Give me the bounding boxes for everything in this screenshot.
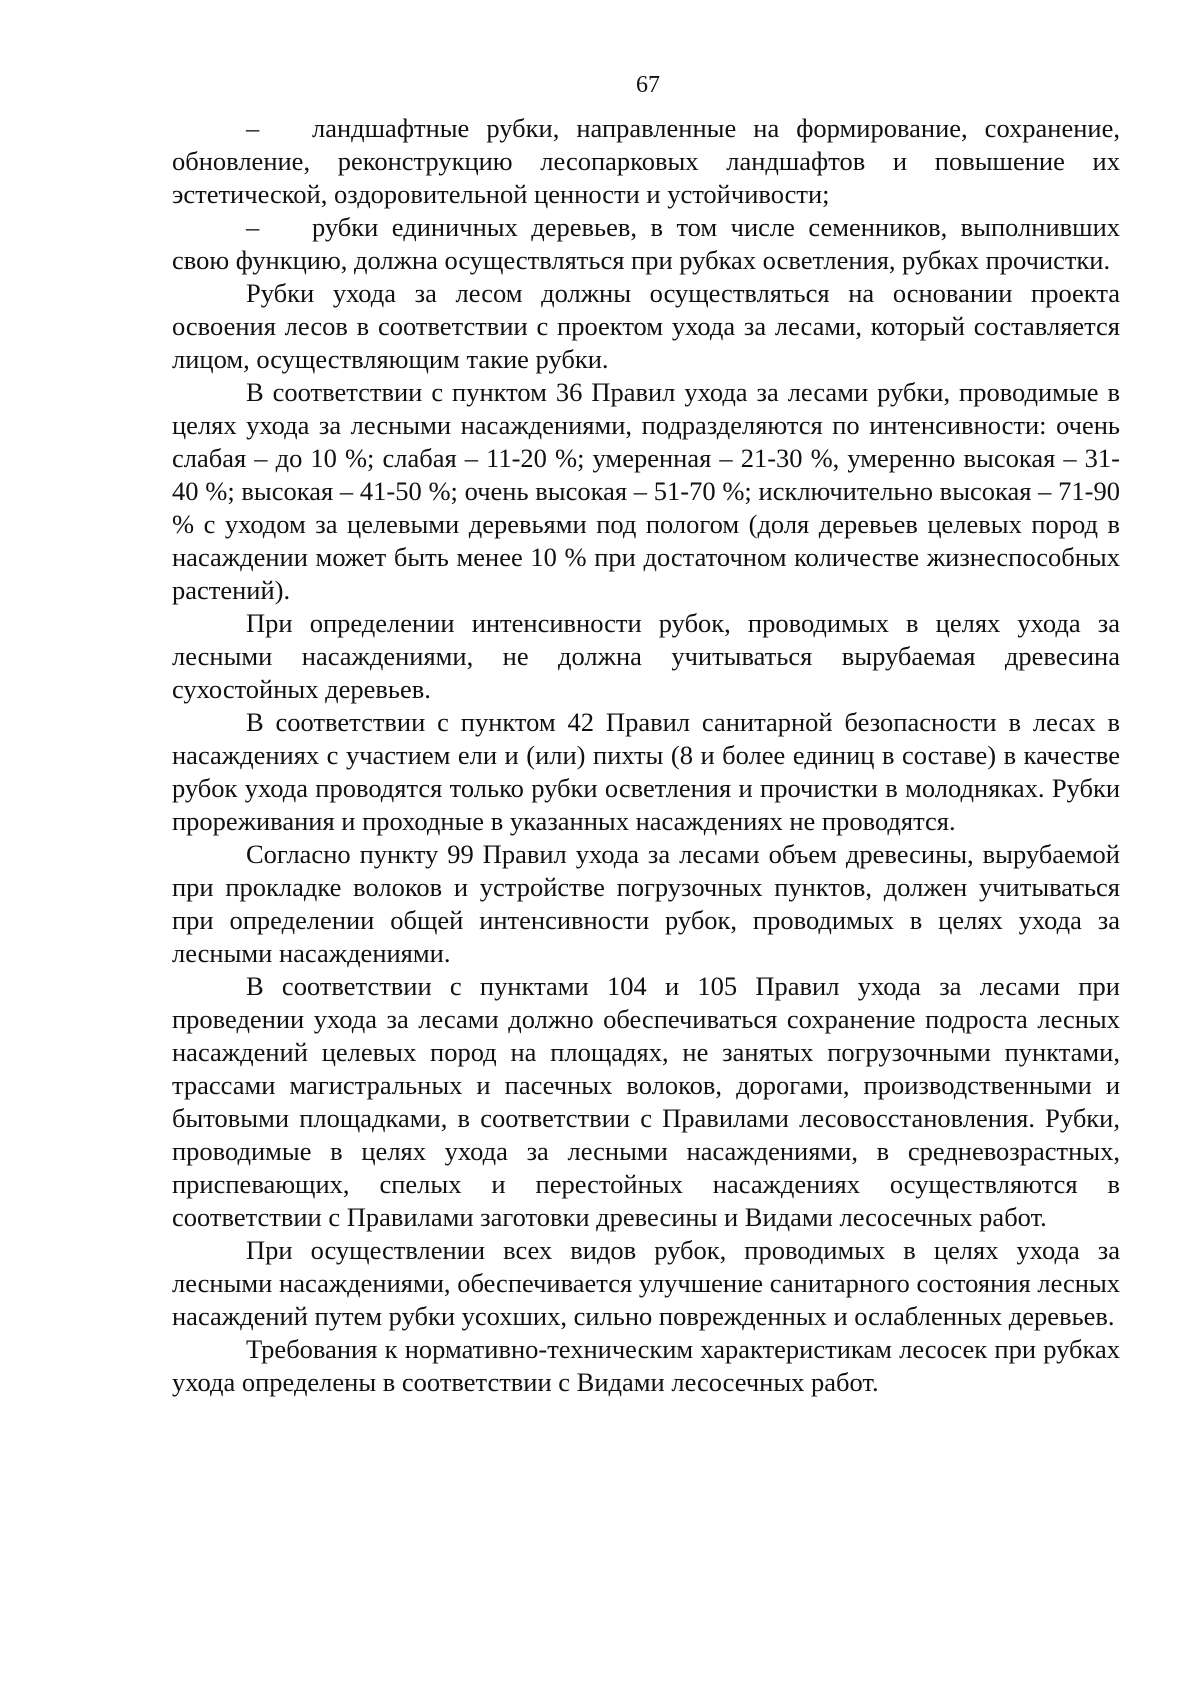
list-dash: –	[246, 212, 260, 242]
list-dash: –	[246, 113, 260, 143]
paragraph-sanitary-improvement: При осуществлении всех видов рубок, проводимых в целях ухода за лесными насаждениями, обеспечивается улучшение санитарного состояния лесных насаждений путем рубки усохших, сильно поврежденных и ослабленных деревьев.	[172, 1235, 1120, 1331]
list-item-text: рубки единичных деревьев, в том числе семенников, выполнивших свою функцию, должна осуществляться при рубках осветления, рубках прочистки.	[172, 212, 1120, 275]
paragraph-undergrowth-preservation: В соответствии с пунктами 104 и 105 Правил ухода за лесами при проведении ухода за лесами должно обеспечиваться сохранение подроста лесных насаждений целевых пород на площадях, не занятых погрузочными пунктами, трассами магистральных и пасечных волоков, дорогами, производственными и бытовыми площадками, в соответствии с Правилами лесовосстановления. Рубки, проводимые в целях ухода за лесными насаждениями, в средневозрастных, приспевающих, спелых и перестойных насаждениях осуществляются в соответствии с Правилами заготовки древесины и Видами лесосечных работ.	[172, 971, 1120, 1232]
paragraph-deadwood-exclusion: При определении интенсивности рубок, проводимых в целях ухода за лесными насаждениями, не должна учитываться вырубаемая древесина сухостойных деревьев.	[172, 608, 1120, 704]
paragraph-technical-requirements: Требования к нормативно-техническим характеристикам лесосек при рубках ухода определены в соответствии с Видами лесосечных работ.	[172, 1334, 1120, 1397]
list-item-landscape-cuttings	[172, 112, 1120, 211]
list-item-single-tree-cuttings	[172, 211, 1120, 277]
paragraph-skid-trail-volume: Согласно пункту 99 Правил ухода за лесами объем древесины, вырубаемой при прокладке волоков и устройстве погрузочных пунктов, должен учитываться при определении общей интенсивности рубок, проводимых в целях ухода за лесными насаждениями.	[172, 839, 1120, 968]
paragraph-forest-development-project: Рубки ухода за лесом должны осуществляться на основании проекта освоения лесов в соответствии с проектом ухода за лесами, который составляется лицом, осуществляющим такие рубки.	[172, 278, 1120, 374]
document-page	[172, 70, 1120, 1399]
paragraph-intensity-classes: В соответствии с пунктом 36 Правил ухода за лесами рубки, проводимые в целях ухода за лесными насаждениями, подразделяются по интенсивности: очень слабая – до 10 %; слабая – 11-20 %; умеренная – 21-30 %, умеренно высокая – 31-40 %; высокая – 41-50 %; очень высокая – 51-70 %; исключительно высокая – 71-90 % с уходом за целевыми деревьями под пологом (доля деревьев целевых пород в насаждении может быть менее 10 % при достаточном количестве жизнеспособных растений).	[172, 377, 1120, 605]
paragraph-spruce-fir-stands: В соответствии с пунктом 42 Правил санитарной безопасности в лесах в насаждениях с участием ели и (или) пихты (8 и более единиц в составе) в качестве рубок ухода проводятся только рубки осветления и прочистки в молодняках. Рубки прореживания и проходные в указанных насаждениях не проводятся.	[172, 707, 1120, 836]
list-item-text: ландшафтные рубки, направленные на формирование, сохранение, обновление, реконструкцию лесопарковых ландшафтов и повышение их эстетической, оздоровительной ценности и устойчивости;	[172, 113, 1120, 209]
page-number: 67	[636, 72, 660, 98]
